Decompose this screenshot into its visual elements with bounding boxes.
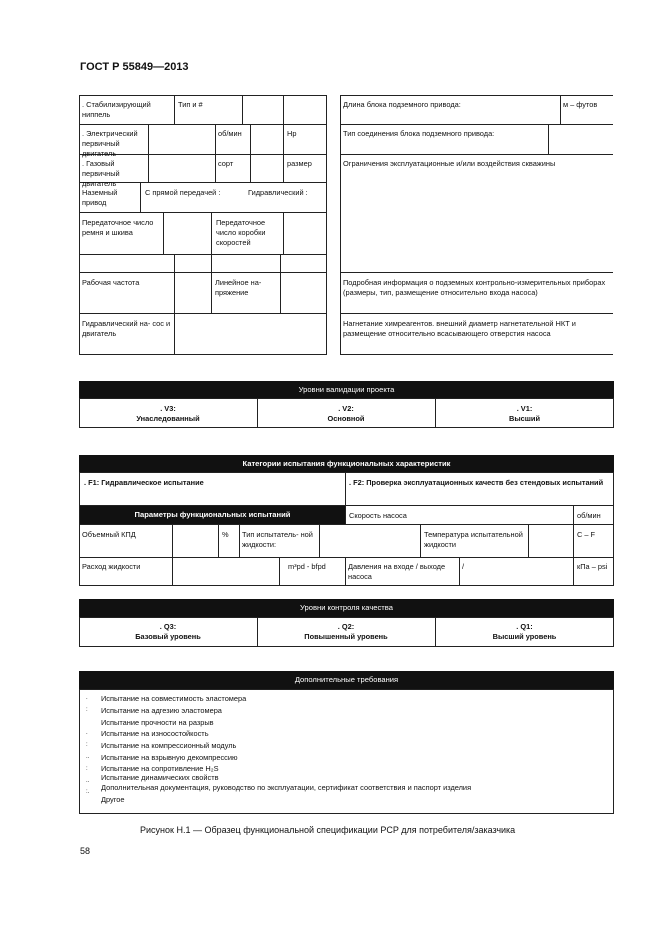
flow-unit-label: m³pd - bfpd: [288, 562, 326, 571]
chem-injection-label: Нагнетание химреагентов. внешний диаметр нагнетательной НКТ и размещение относительно всасывающего отверстия насоса: [343, 319, 576, 338]
rpm-label: об/мин: [218, 129, 242, 138]
item-4-checkbox[interactable]: .: [86, 730, 88, 737]
item-9-checkbox[interactable]: :.: [86, 789, 90, 796]
figure-caption: Рисунок Н.1 — Образец функциональной спецификации PCP для потребителя/заказчика: [140, 825, 516, 835]
requirement-item: Испытание прочности на разрыв: [101, 717, 214, 727]
electric-motor-label: . Электрический первичный двигатель: [82, 129, 138, 158]
item-5-checkbox[interactable]: :: [86, 742, 88, 749]
item-8-checkbox[interactable]: ..: [86, 777, 90, 784]
connection-type-label: Тип соединения блока подземного привода:: [343, 129, 495, 138]
hydraulic-drive-label: Гидравлический :: [248, 188, 308, 197]
params-title: Параметры функциональных испытаний: [80, 506, 345, 524]
rpm-unit-label: об/мин: [577, 511, 601, 520]
grade-label: сорт: [218, 159, 234, 168]
line-voltage-label: Линейное на- пряжение: [215, 278, 262, 297]
v2-label: Основной: [327, 414, 365, 423]
q1-label: Высший уровень: [492, 632, 557, 641]
drive-length-label: Длина блока подземного привода:: [343, 100, 461, 109]
additional-title: Дополнительные требования: [79, 671, 614, 689]
fluid-type-label: Тип испытатель- ной жидкости:: [242, 530, 313, 549]
validation-title: Уровни валидации проекта: [79, 381, 614, 399]
v1-label: Высший: [508, 414, 540, 423]
perf-title: Категории испытания функциональных характеристик: [79, 455, 614, 473]
requirement-item: Испытание на компрессионный модуль: [101, 741, 237, 751]
type-number-label: Тип и #: [178, 100, 203, 109]
vol-eff-label: Объемный КПД: [82, 530, 136, 539]
item-3-checkbox[interactable]: [86, 717, 96, 729]
gas-motor-label: . Газовый первичный двигатель: [82, 159, 120, 188]
temperature-label: Температура испытательной жидкости: [424, 530, 523, 549]
item-2-checkbox[interactable]: :: [86, 706, 88, 713]
requirement-item: Испытание на сопротивление H₂S: [101, 763, 219, 773]
m-ft-label: м – футов: [563, 100, 598, 109]
f2-checkbox[interactable]: . F2: Проверка эксплуатационных качеств без стендовых испытаний: [349, 478, 604, 487]
v2-checkbox[interactable]: . V2:: [338, 404, 354, 413]
item-1-checkbox[interactable]: .: [86, 695, 88, 701]
hp-label: Hp: [287, 129, 297, 138]
v1-checkbox[interactable]: . V1:: [516, 404, 533, 413]
hydraulic-pump-label: Гидравлический на- сос и двигатель: [82, 319, 171, 338]
q1-checkbox[interactable]: . Q1:: [516, 622, 533, 631]
surface-drive-label: Наземный привод: [82, 188, 118, 207]
pct-label: %: [222, 530, 229, 539]
q3-label: Базовый уровень: [135, 632, 201, 641]
quality-title: Уровни контроля качества: [79, 599, 614, 617]
pressure-slash: /: [462, 562, 465, 571]
pump-speed-label: Скорость насоса: [349, 511, 407, 520]
page-number: 58: [80, 846, 91, 856]
f1-checkbox[interactable]: . F1: Гидравлическое испытание: [84, 478, 204, 487]
requirement-item: Испытание динамических свойств: [101, 772, 219, 782]
detail-info-label: Подробная информация о подземных контрольно-измерительных приборах (размеры, тип, размещение относительно входа насоса): [343, 278, 606, 297]
requirement-item: Испытание на совместимость эластомера: [101, 694, 247, 703]
requirement-item: Испытание на адгезию эластомера: [101, 705, 222, 715]
flow-rate-label: Расход жидкости: [82, 562, 141, 571]
direct-drive-label: С прямой передачей :: [145, 188, 221, 197]
requirement-item: Испытание на взрывную декомпрессию: [101, 752, 238, 762]
q2-checkbox[interactable]: . Q2:: [337, 622, 355, 631]
q2-label: Повышенный уровень: [304, 632, 388, 641]
requirement-item: Другое: [101, 794, 125, 804]
item-6-checkbox[interactable]: ..: [86, 753, 90, 760]
item-7-checkbox[interactable]: :: [86, 765, 88, 772]
size-label: размер: [287, 159, 312, 168]
v3-checkbox[interactable]: . V3:: [160, 404, 176, 413]
gearbox-ratio-label: Передаточное число коробки скоростей: [216, 218, 266, 247]
temp-unit-label: С – F: [577, 530, 596, 539]
v3-label: Унаследованный: [136, 414, 200, 423]
limits-label: Ограничения эксплуатационные и/или воздействия скважины: [343, 159, 556, 168]
q3-checkbox[interactable]: . Q3:: [159, 622, 177, 631]
requirement-item: Дополнительная документация, руководство по эксплуатации, сертификат соответствия и паспорт изделия: [101, 782, 472, 792]
page-header: ГОСТ Р 55849—2013: [80, 61, 189, 73]
pressure-label: Давления на входе / выходе насоса: [348, 562, 446, 581]
pressure-unit-label: кПа – psi: [577, 562, 608, 571]
requirement-item: Испытание на износостойкость: [101, 729, 209, 739]
belt-ratio-label: Передаточное число ремня и шкива: [82, 218, 154, 237]
operating-frequency-label: Рабочая частота: [82, 278, 140, 287]
stabilizing-nipple-label: . Стабилизирующий ниппель: [82, 100, 151, 119]
